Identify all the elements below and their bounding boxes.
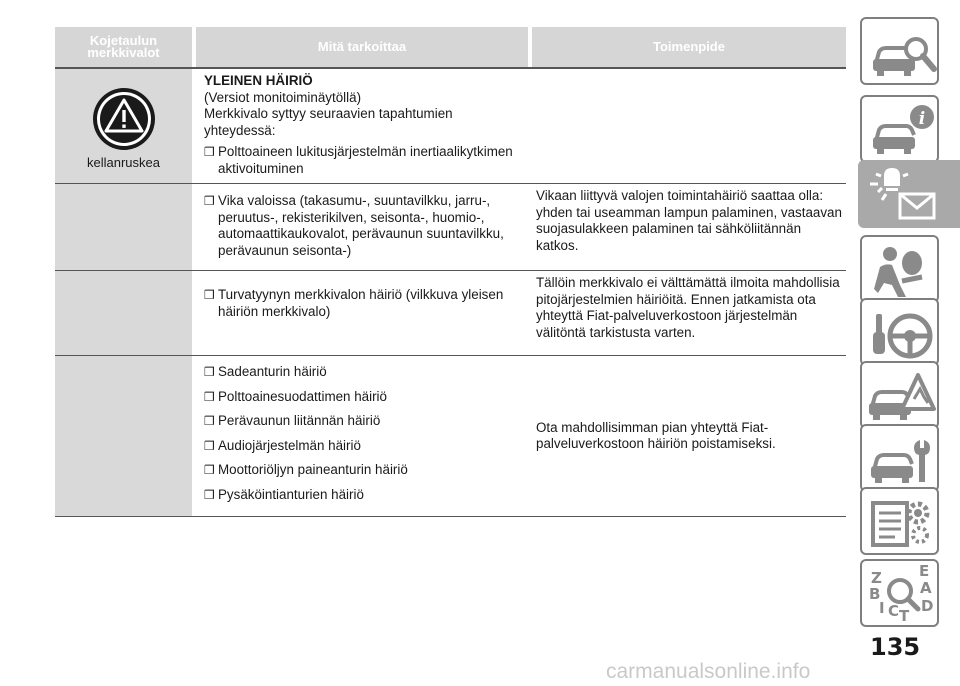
table-row xyxy=(55,67,846,184)
list-item-text: Sadeanturin häiriö xyxy=(218,364,327,379)
checkbox-bullet-icon: ❒ xyxy=(204,414,215,428)
lamp-cell xyxy=(55,69,192,183)
tab-maintenance[interactable] xyxy=(860,424,939,492)
list-item-text: Moottoriöljyn paineanturin häiriö xyxy=(218,462,408,477)
index-letter: E xyxy=(919,562,930,580)
general-fault-warning-icon xyxy=(92,87,156,151)
list-item-text: Polttoaineen lukitusjärjestelmän inertiaalikytkimen aktivoituminen xyxy=(218,144,513,176)
chapter-tabs xyxy=(858,0,960,686)
checkbox-bullet-icon: ❒ xyxy=(204,288,215,302)
watermark: carmanualsonline.info xyxy=(606,660,811,683)
index-letter: T xyxy=(899,607,910,625)
car-search-icon xyxy=(862,19,941,87)
index-letter: D xyxy=(921,597,934,615)
list-item xyxy=(204,413,522,430)
index-letter: C xyxy=(888,602,900,620)
list-item xyxy=(204,364,522,381)
meaning-cell xyxy=(192,356,528,516)
tab-car-info[interactable] xyxy=(860,95,939,163)
meaning-cell xyxy=(192,271,528,355)
list-item xyxy=(204,487,522,504)
action-cell: Tällöin merkkivalo ei välttämättä ilmoita mahdollisia pitojärjestelmien häiriöitä. Ennen jatkamista ota yhteyttä Fiat-palveluverkostoon järjestelmän välitöntä tarkistusta varten. xyxy=(536,275,840,340)
header-col-meaning: Mitä tarkoittaa xyxy=(196,27,528,67)
header-col-action: Toimenpide xyxy=(532,27,846,67)
list-item xyxy=(204,462,522,479)
checkbox-bullet-icon: ❒ xyxy=(204,145,215,159)
checkbox-bullet-icon: ❒ xyxy=(204,463,215,477)
list-item xyxy=(204,287,522,320)
action-cell xyxy=(528,356,846,516)
index-letter: A xyxy=(920,579,932,597)
checkbox-bullet-icon: ❒ xyxy=(204,438,215,453)
specs-gear-icon xyxy=(862,489,941,557)
airbag-passenger-icon xyxy=(862,237,941,305)
table-header xyxy=(55,27,846,67)
checkbox-bullet-icon: ❒ xyxy=(204,365,215,379)
index-letter: I xyxy=(879,599,885,617)
tab-car-search[interactable] xyxy=(860,17,939,85)
action-cell xyxy=(528,69,846,183)
list-item-text: Pysäköintianturien häiriö xyxy=(218,486,364,502)
checkbox-bullet-icon: ❒ xyxy=(204,194,215,208)
steering-wheel-key-icon xyxy=(862,300,941,368)
list-item xyxy=(204,193,522,259)
list-item xyxy=(204,144,522,177)
alphabet-index-icon xyxy=(862,561,941,629)
header-col-lights xyxy=(55,27,192,67)
list-item-text: Vika valoissa (takasumu-, suuntavilkku, jarru-, peruutus-, rekisterikilven, seisonta-, huomio-, automaattikaukovalot, perävaunun suuntavilkku, perävaunun seisonta-) xyxy=(218,193,504,258)
header-col-lights-line1: Kojetaulun xyxy=(89,33,158,48)
index-letter: Z xyxy=(871,569,882,587)
table-row xyxy=(55,271,846,356)
page-number: 135 xyxy=(870,633,921,661)
table-row xyxy=(55,184,846,271)
lamp-cell xyxy=(55,184,192,270)
tab-index[interactable] xyxy=(860,559,939,627)
lamp-color-label: kellanruskea xyxy=(87,155,160,170)
list-item-text: Perävaunun liitännän häiriö xyxy=(218,413,381,428)
header-col-lights-line2: merkkivalot xyxy=(87,45,160,60)
lamp-cell xyxy=(55,356,192,516)
car-wrench-icon xyxy=(862,426,941,494)
checkbox-bullet-icon: ❒ xyxy=(204,389,215,404)
meaning-cell xyxy=(192,69,528,183)
checkbox-bullet-icon: ❒ xyxy=(204,487,215,502)
tab-warning-lights[interactable] xyxy=(858,160,960,228)
meaning-cell xyxy=(192,184,528,270)
index-letter: B xyxy=(869,585,881,603)
warning-lights-mail-icon xyxy=(860,162,960,230)
table-row xyxy=(55,356,846,517)
tab-starting-driving[interactable] xyxy=(860,298,939,366)
car-info-icon xyxy=(862,97,941,165)
lamp-cell xyxy=(55,271,192,355)
warning-lights-table xyxy=(55,27,846,517)
list-item-text: Polttoainesuodattimen häiriö xyxy=(218,388,387,404)
action-text: Ota mahdollisimman pian yhteyttä Fiat-palveluverkostoon häiriön poistamiseksi. xyxy=(536,419,776,451)
tab-safety[interactable] xyxy=(860,235,939,303)
car-crash-icon xyxy=(862,363,941,431)
list-item xyxy=(204,438,522,455)
action-cell: Vikaan liittyvä valojen toimintahäiriö saattaa olla: yhden tai useamman lampun palaminen, vastaavan suojasulakkeen palaminen tai sähköliitännän katkos. xyxy=(536,188,842,253)
meaning-line: (Versiot monitoiminäytöllä) xyxy=(204,89,362,105)
tab-emergency[interactable] xyxy=(860,361,939,429)
meaning-line: Merkkivalo syttyy seuraavien tapahtumien yhteydessä: xyxy=(204,106,453,138)
list-item-text: Turvatyynyn merkkivalon häiriö (vilkkuva yleisen häiriön merkkivalo) xyxy=(218,287,504,319)
fault-title: YLEINEN HÄIRIÖ xyxy=(204,73,313,88)
tab-technical-data[interactable] xyxy=(860,487,939,555)
list-item-text: Audiojärjestelmän häiriö xyxy=(218,437,361,453)
list-item xyxy=(204,389,522,406)
svg-text:i: i xyxy=(918,109,926,129)
